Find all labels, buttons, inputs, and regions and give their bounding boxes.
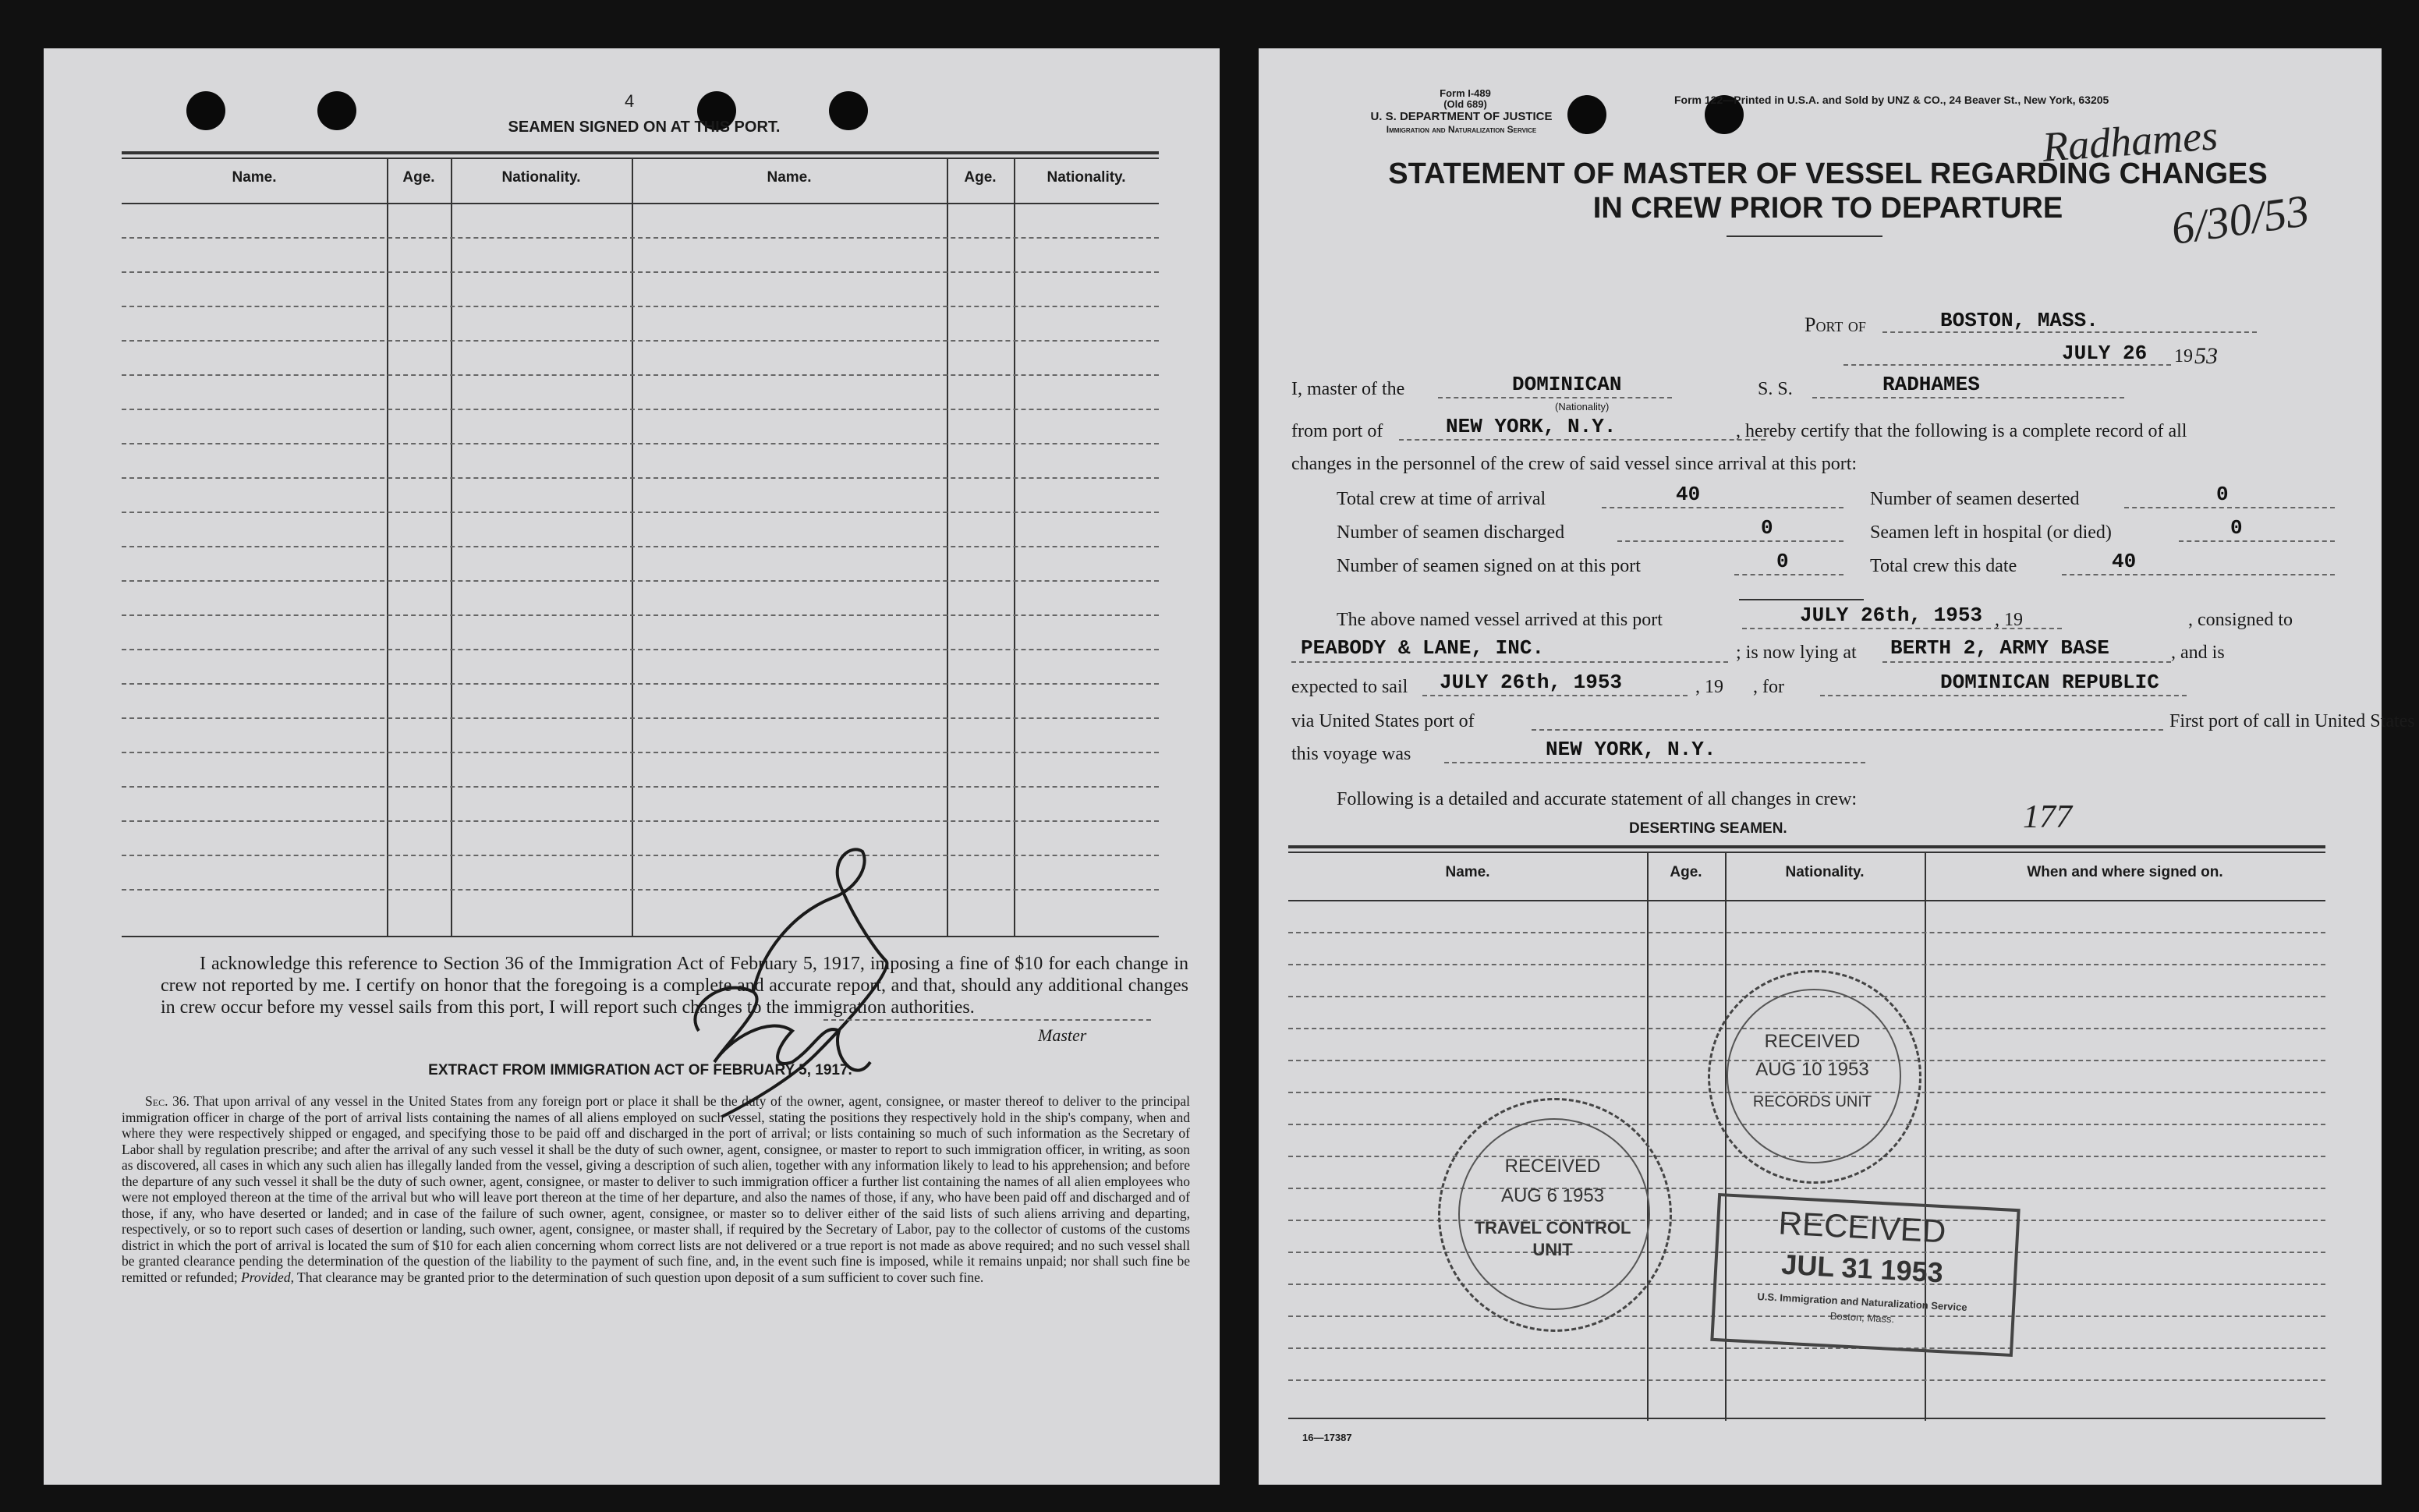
department: U. S. DEPARTMENT OF JUSTICE	[1370, 110, 1553, 123]
year-suffix: 53	[2194, 343, 2218, 369]
signed-on-value: 0	[1776, 550, 1789, 573]
form-title-line2: IN CREW PRIOR TO DEPARTURE	[1592, 192, 2063, 225]
first-port-value: NEW YORK, N.Y.	[1546, 738, 1716, 761]
punch-hole	[317, 91, 356, 130]
deserting-col-signed-on: When and where signed on.	[2027, 864, 2223, 880]
deserting-row-line	[1288, 1347, 2325, 1349]
changes-text: changes in the personnel of the crew of said vessel since arrival at this port:	[1291, 454, 1858, 474]
for-label: , for	[1753, 677, 1784, 697]
total-crew-arrival-line	[1602, 507, 1843, 508]
first-port-label: First port of call in United States	[2169, 711, 2415, 731]
col-header-nationality: Nationality.	[1047, 169, 1126, 186]
records-stamp-date: AUG 10 1953	[1755, 1059, 1869, 1080]
form-title-line1: STATEMENT OF MASTER OF VESSEL REGARDING CHANGES	[1388, 158, 2268, 190]
consignee-line	[1291, 661, 1728, 663]
entry-row-line	[122, 752, 1159, 753]
nationality-value: DOMINICAN	[1512, 373, 1622, 396]
entry-row-line	[122, 374, 1159, 376]
deserting-title: DESERTING SEAMEN.	[1629, 820, 1787, 837]
deserting-row-line	[1288, 932, 2325, 933]
master-label: Master	[1038, 1025, 1087, 1045]
via-label: via United States port of	[1291, 711, 1475, 731]
entry-row-line	[122, 717, 1159, 719]
deserting-col-age: Age.	[1670, 864, 1702, 880]
table-top-rule	[122, 158, 1159, 159]
hospital-value: 0	[2230, 516, 2243, 540]
section-tail: That clearance may be granted prior to the determination of such question upon deposit of a sum sufficient to cover such fine.	[297, 1269, 984, 1285]
entry-row-line	[122, 820, 1159, 822]
left-page	[44, 48, 1220, 1485]
service-name: Immigration and Naturalization Service	[1386, 124, 1537, 135]
lying-line	[1882, 661, 2171, 663]
deserted-value: 0	[2216, 483, 2229, 506]
deserting-col-name: Name.	[1445, 864, 1490, 880]
col-header-nationality: Nationality.	[501, 169, 581, 186]
travel-control-stamp-inner	[1458, 1118, 1650, 1310]
deserting-divider	[1647, 852, 1649, 1421]
lying-value: BERTH 2, ARMY BASE	[1890, 636, 2109, 660]
nationality-line	[1438, 397, 1672, 398]
title-underline	[1727, 235, 1882, 237]
box-stamp-line4: Boston, Mass.	[1829, 1309, 1895, 1326]
acknowledgement-text: I acknowledge this reference to Section 36 of the Immigration Act of February 5, 1917, imposing a fine of $10 for each change in crew not reported by me. I certify on honor that the foregoing is a complete and accurate report, and that, should any additional changes in crew occur before my vessel sails from this port, I will report such changes to the immigration authorities.	[161, 954, 1188, 1018]
expected-line	[1422, 695, 1688, 696]
box-stamp-top: RECEIVED	[1777, 1204, 1947, 1250]
deserting-header-rule	[1288, 900, 2325, 901]
signed-on-line	[1734, 574, 1843, 575]
entry-row-line	[122, 546, 1159, 547]
master-of-the-label: I, master of the	[1291, 379, 1405, 399]
certify-text: , hereby certify that the following is a complete record of all	[1736, 421, 2187, 441]
punch-hole	[829, 91, 868, 130]
deserting-top-rule	[1288, 852, 2325, 853]
arrived-label: The above named vessel arrived at this port	[1337, 610, 1663, 630]
col-header-age: Age.	[402, 169, 435, 186]
signed-on-label: Number of seamen signed on at this port	[1337, 556, 1641, 576]
entry-row-line	[122, 271, 1159, 273]
vessel-name: RADHAMES	[1882, 373, 1980, 396]
total-crew-date-label: Total crew this date	[1870, 556, 2017, 576]
entry-row-line	[122, 477, 1159, 479]
deserting-row-line	[1288, 964, 2325, 965]
entry-row-line	[122, 409, 1159, 410]
hospital-line	[2179, 540, 2335, 542]
travel-stamp-date: AUG 6 1953	[1500, 1185, 1605, 1206]
provided-label: Provided,	[241, 1269, 294, 1285]
section-label: Sec. 36.	[145, 1093, 189, 1109]
total-crew-arrival-value: 40	[1676, 483, 1701, 506]
total-crew-date-line	[2062, 574, 2335, 575]
col-header-age: Age.	[964, 169, 997, 186]
arrived-value: JULY 26th, 1953	[1800, 604, 1983, 627]
printer-note: Form 122—Printed in U.S.A. and Sold by UNZ & CO., 24 Beaver St., New York, 63205	[1674, 94, 2109, 106]
handwritten-date: 6/30/53	[2168, 184, 2312, 255]
expected-19: , 19	[1695, 677, 1723, 697]
entry-row-line	[122, 306, 1159, 307]
deserted-label: Number of seamen deserted	[1870, 489, 2080, 509]
deserting-row-line	[1288, 1379, 2325, 1381]
discharged-value: 0	[1761, 516, 1773, 540]
deserting-top-rule	[1288, 845, 2325, 848]
destination-line	[1820, 695, 2187, 696]
vessel-line	[1812, 397, 2124, 398]
entry-row-line	[122, 649, 1159, 650]
page-number: 4	[625, 91, 635, 111]
extract-title: EXTRACT FROM IMMIGRATION ACT OF FEBRUARY 5, 1917.	[428, 1062, 852, 1078]
entry-row-line	[122, 237, 1159, 239]
handwritten-name: Radhames	[2041, 112, 2219, 171]
nationality-caption: (Nationality)	[1555, 401, 1610, 413]
this-voyage-label: this voyage was	[1291, 744, 1411, 764]
entry-row-line	[122, 786, 1159, 788]
travel-stamp-top: RECEIVED	[1504, 1156, 1601, 1177]
col-header-name: Name.	[767, 169, 812, 186]
consignee-value: PEABODY & LANE, INC.	[1301, 636, 1545, 660]
section-body: That upon arrival of any vessel in the United States from any foreign port or place it shall be the duty of the owner, agent, consignee, or master thereof to deliver to the principal immigration officer in charge of the port of arrival lists containing the names of all aliens employed on such vessel, stating the positions they respectively hold in the ship's company, when and where they were respectively shipped or engaged, and specifying those to be paid off and discharged in the port of arrival; or lists containing so much of such information as the Secretary of Labor shall by regulation prescribe; and after the arrival of any such vessel it shall be the duty of such owner, agent, consignee, or master to report to such immigration officer, in writing, as soon as discovered, all cases in which any such alien has illegally landed from the vessel, giving a description of such alien, together with any information likely to lead to his apprehension; and before the departure of any such vessel it shall be the duty of such owner, agent, consignee, or master to deliver to such immigration officer a further list containing the names of all alien employees who were not employed thereon at the time of the arrival but who will leave port thereon at the time of her departure, and also the names of those, if any, who have been paid off and discharged and of those, if any, who have deserted or landed; and in case of the failure of such owner, agent, consignee, or master so to deliver either of the said lists of such aliens arriving and departing, respectively, or so to report such cases of desertion or landing, such owner, agent, consignee, or master shall, if required by the Secretary of Labor, pay to the collector of customs of the customs district in which the port of arrival is located the sum of $10 for each alien concerning whom correct lists are not delivered or a true report is not made as above required; and no such vessel shall be granted clearance pending the determination of the question of the liability to the payment of such fine, and, in the event such fine is imposed, while it remains unpaid; nor shall such fine be remitted or refunded;	[122, 1093, 1190, 1285]
entry-row-line	[122, 614, 1159, 616]
port-value: BOSTON, MASS.	[1940, 309, 2098, 332]
records-stamp-bottom: RECORDS UNIT	[1752, 1093, 1872, 1110]
stats-rule	[1739, 599, 1864, 600]
deserting-bottom-rule	[1288, 1418, 2325, 1419]
year-prefix: 19	[2174, 346, 2193, 366]
total-crew-date-value: 40	[2112, 550, 2137, 573]
form-old-number: (Old 689)	[1443, 98, 1487, 110]
master-signature	[636, 836, 1120, 1132]
entry-row-line	[122, 443, 1159, 444]
travel-stamp-line3: TRAVEL CONTROL	[1474, 1218, 1631, 1238]
right-page	[1259, 48, 2415, 1485]
deserting-col-nationality: Nationality.	[1785, 864, 1865, 880]
signed-on-title: SEAMEN SIGNED ON AT THIS PORT.	[508, 119, 781, 136]
entry-row-line	[122, 340, 1159, 342]
entry-row-line	[122, 512, 1159, 513]
deserted-line	[2124, 507, 2335, 508]
expected-label: expected to sail	[1291, 677, 1408, 697]
lying-label: ; is now lying at	[1736, 643, 1857, 663]
handwritten-number: 177	[2023, 799, 2072, 835]
form-number: Form I-489	[1440, 87, 1491, 99]
footer-code: 16—17387	[1302, 1432, 1352, 1443]
following-text: Following is a detailed and accurate statement of all changes in crew:	[1337, 789, 1858, 809]
header-rule	[122, 203, 1159, 204]
port-label: Port of	[1805, 313, 1866, 336]
discharged-label: Number of seamen discharged	[1337, 522, 1565, 543]
discharged-line	[1617, 540, 1843, 542]
box-stamp-date: JUL 31 1953	[1780, 1248, 1944, 1289]
table-top-rule	[122, 151, 1159, 154]
from-port-line	[1399, 439, 1766, 441]
hospital-label: Seamen left in hospital (or died)	[1870, 522, 2112, 543]
arrived-19: , 19	[1995, 610, 2023, 630]
punch-hole	[186, 91, 225, 130]
date-value: JULY 26	[2062, 342, 2148, 365]
entry-row-line	[122, 683, 1159, 685]
expected-value: JULY 26th, 1953	[1440, 671, 1623, 694]
travel-stamp-line4: UNIT	[1532, 1240, 1573, 1259]
records-stamp-top: RECEIVED	[1764, 1031, 1861, 1052]
entry-row-line	[122, 580, 1159, 582]
and-is-label: , and is	[2171, 643, 2225, 663]
box-stamp-line3: U.S. Immigration and Naturalization Service	[1757, 1290, 1967, 1314]
section-36-text	[122, 1093, 1190, 1285]
from-port-value: NEW YORK, N.Y.	[1446, 415, 1617, 438]
col-header-name: Name.	[232, 169, 277, 186]
destination-value: DOMINICAN REPUBLIC	[1940, 671, 2159, 694]
ss-label: S. S.	[1758, 379, 1793, 399]
from-port-label: from port of	[1291, 421, 1383, 441]
consigned-label: , consigned to	[2188, 610, 2293, 630]
total-crew-arrival-label: Total crew at time of arrival	[1337, 489, 1546, 509]
master-signature-line	[823, 1019, 1151, 1021]
via-line	[1532, 729, 2163, 731]
this-voyage-line	[1444, 762, 1865, 763]
